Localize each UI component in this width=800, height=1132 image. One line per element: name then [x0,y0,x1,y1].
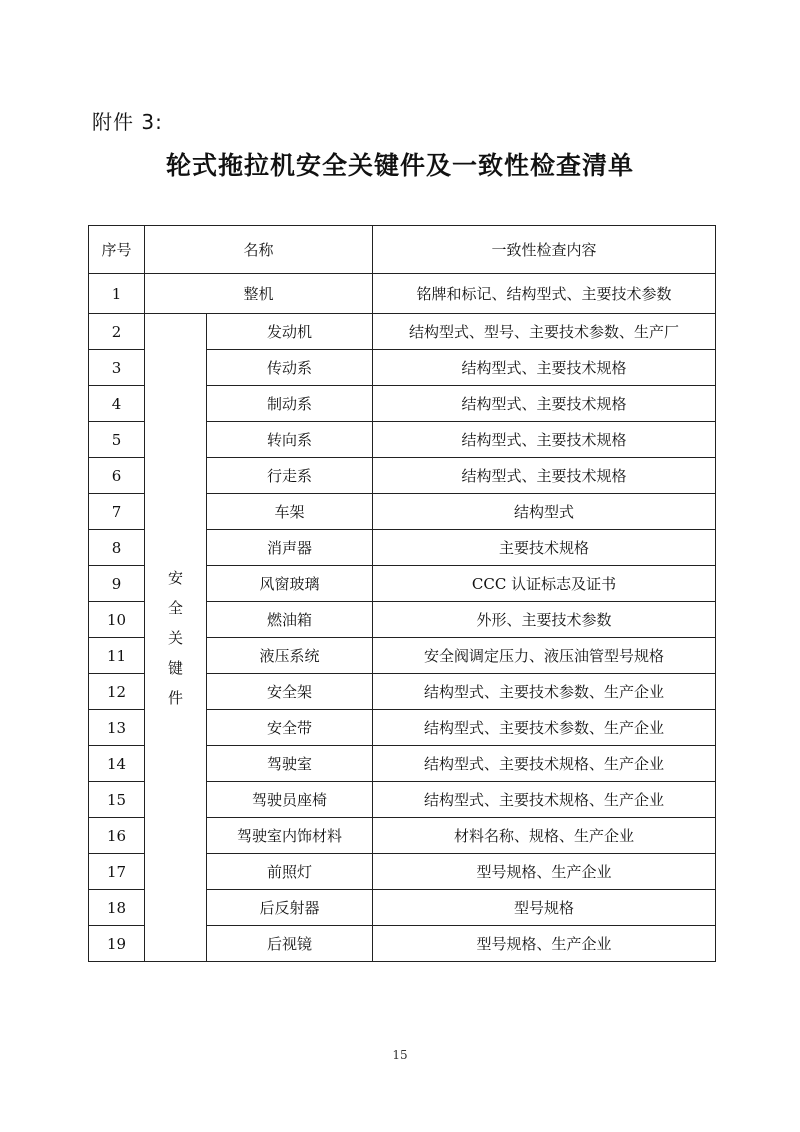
row-name: 后视镜 [207,926,373,962]
row-content: 结构型式、主要技术规格 [373,350,716,386]
row-content: 外形、主要技术参数 [373,602,716,638]
row-seq: 6 [89,458,145,494]
group-label-char: 关 [167,628,183,647]
group-label-char: 全 [167,598,183,617]
page-number: 15 [392,1048,408,1062]
table-row [89,314,716,350]
row-name: 发动机 [207,314,373,350]
table-row [89,274,716,314]
row-name: 后反射器 [207,890,373,926]
row-name: 安全带 [207,710,373,746]
row-name: 安全架 [207,674,373,710]
row-seq: 1 [89,274,145,314]
row-content: 材料名称、规格、生产企业 [373,818,716,854]
row-name: 驾驶员座椅 [207,782,373,818]
row-seq: 15 [89,782,145,818]
table-header-row [89,226,716,274]
header-name: 名称 [145,226,373,274]
row-seq: 19 [89,926,145,962]
row-name: 传动系 [207,350,373,386]
row-seq: 3 [89,350,145,386]
header-seq: 序号 [89,226,145,274]
row-content: 结构型式、主要技术规格、生产企业 [373,746,716,782]
row-name: 液压系统 [207,638,373,674]
row-name: 风窗玻璃 [207,566,373,602]
row-name: 驾驶室 [207,746,373,782]
row-content: 结构型式、主要技术规格 [373,386,716,422]
row-name: 转向系 [207,422,373,458]
checklist-table [88,225,716,962]
row-content: 结构型式、主要技术参数、生产企业 [373,710,716,746]
row-seq: 5 [89,422,145,458]
header-content: 一致性检查内容 [373,226,716,274]
row-name: 消声器 [207,530,373,566]
row-name: 车架 [207,494,373,530]
row-content: CCC 认证标志及证书 [373,566,716,602]
row-seq: 7 [89,494,145,530]
row-content: 结构型式、主要技术规格 [373,458,716,494]
row-content: 型号规格 [373,890,716,926]
row-seq: 4 [89,386,145,422]
row-content: 主要技术规格 [373,530,716,566]
row-seq: 18 [89,890,145,926]
row-seq: 9 [89,566,145,602]
row-content: 型号规格、生产企业 [373,926,716,962]
row-content: 结构型式、主要技术参数、生产企业 [373,674,716,710]
row-content: 安全阀调定压力、液压油管型号规格 [373,638,716,674]
row-seq: 17 [89,854,145,890]
row-content: 铭牌和标记、结构型式、主要技术参数 [373,274,716,314]
row-content: 结构型式、型号、主要技术参数、生产厂 [373,314,716,350]
row-name: 制动系 [207,386,373,422]
row-name: 驾驶室内饰材料 [207,818,373,854]
group-label-char: 键 [167,658,183,677]
row-seq: 16 [89,818,145,854]
row-name: 行走系 [207,458,373,494]
row-seq: 12 [89,674,145,710]
attachment-label: 附件 3: [92,110,163,134]
row-seq: 10 [89,602,145,638]
row-seq: 14 [89,746,145,782]
row-name: 燃油箱 [207,602,373,638]
row-seq: 2 [89,314,145,350]
row-seq: 8 [89,530,145,566]
group-label-char: 件 [167,688,183,707]
row-content: 型号规格、生产企业 [373,854,716,890]
row-content: 结构型式、主要技术规格、生产企业 [373,782,716,818]
row-name: 整机 [145,274,373,314]
document-title: 轮式拖拉机安全关键件及一致性检查清单 [165,151,634,180]
row-seq: 13 [89,710,145,746]
row-seq: 11 [89,638,145,674]
group-label-safety-key-parts [145,314,207,962]
row-content: 结构型式、主要技术规格 [373,422,716,458]
row-content: 结构型式 [373,494,716,530]
row-name: 前照灯 [207,854,373,890]
group-label-char: 安 [167,568,183,587]
